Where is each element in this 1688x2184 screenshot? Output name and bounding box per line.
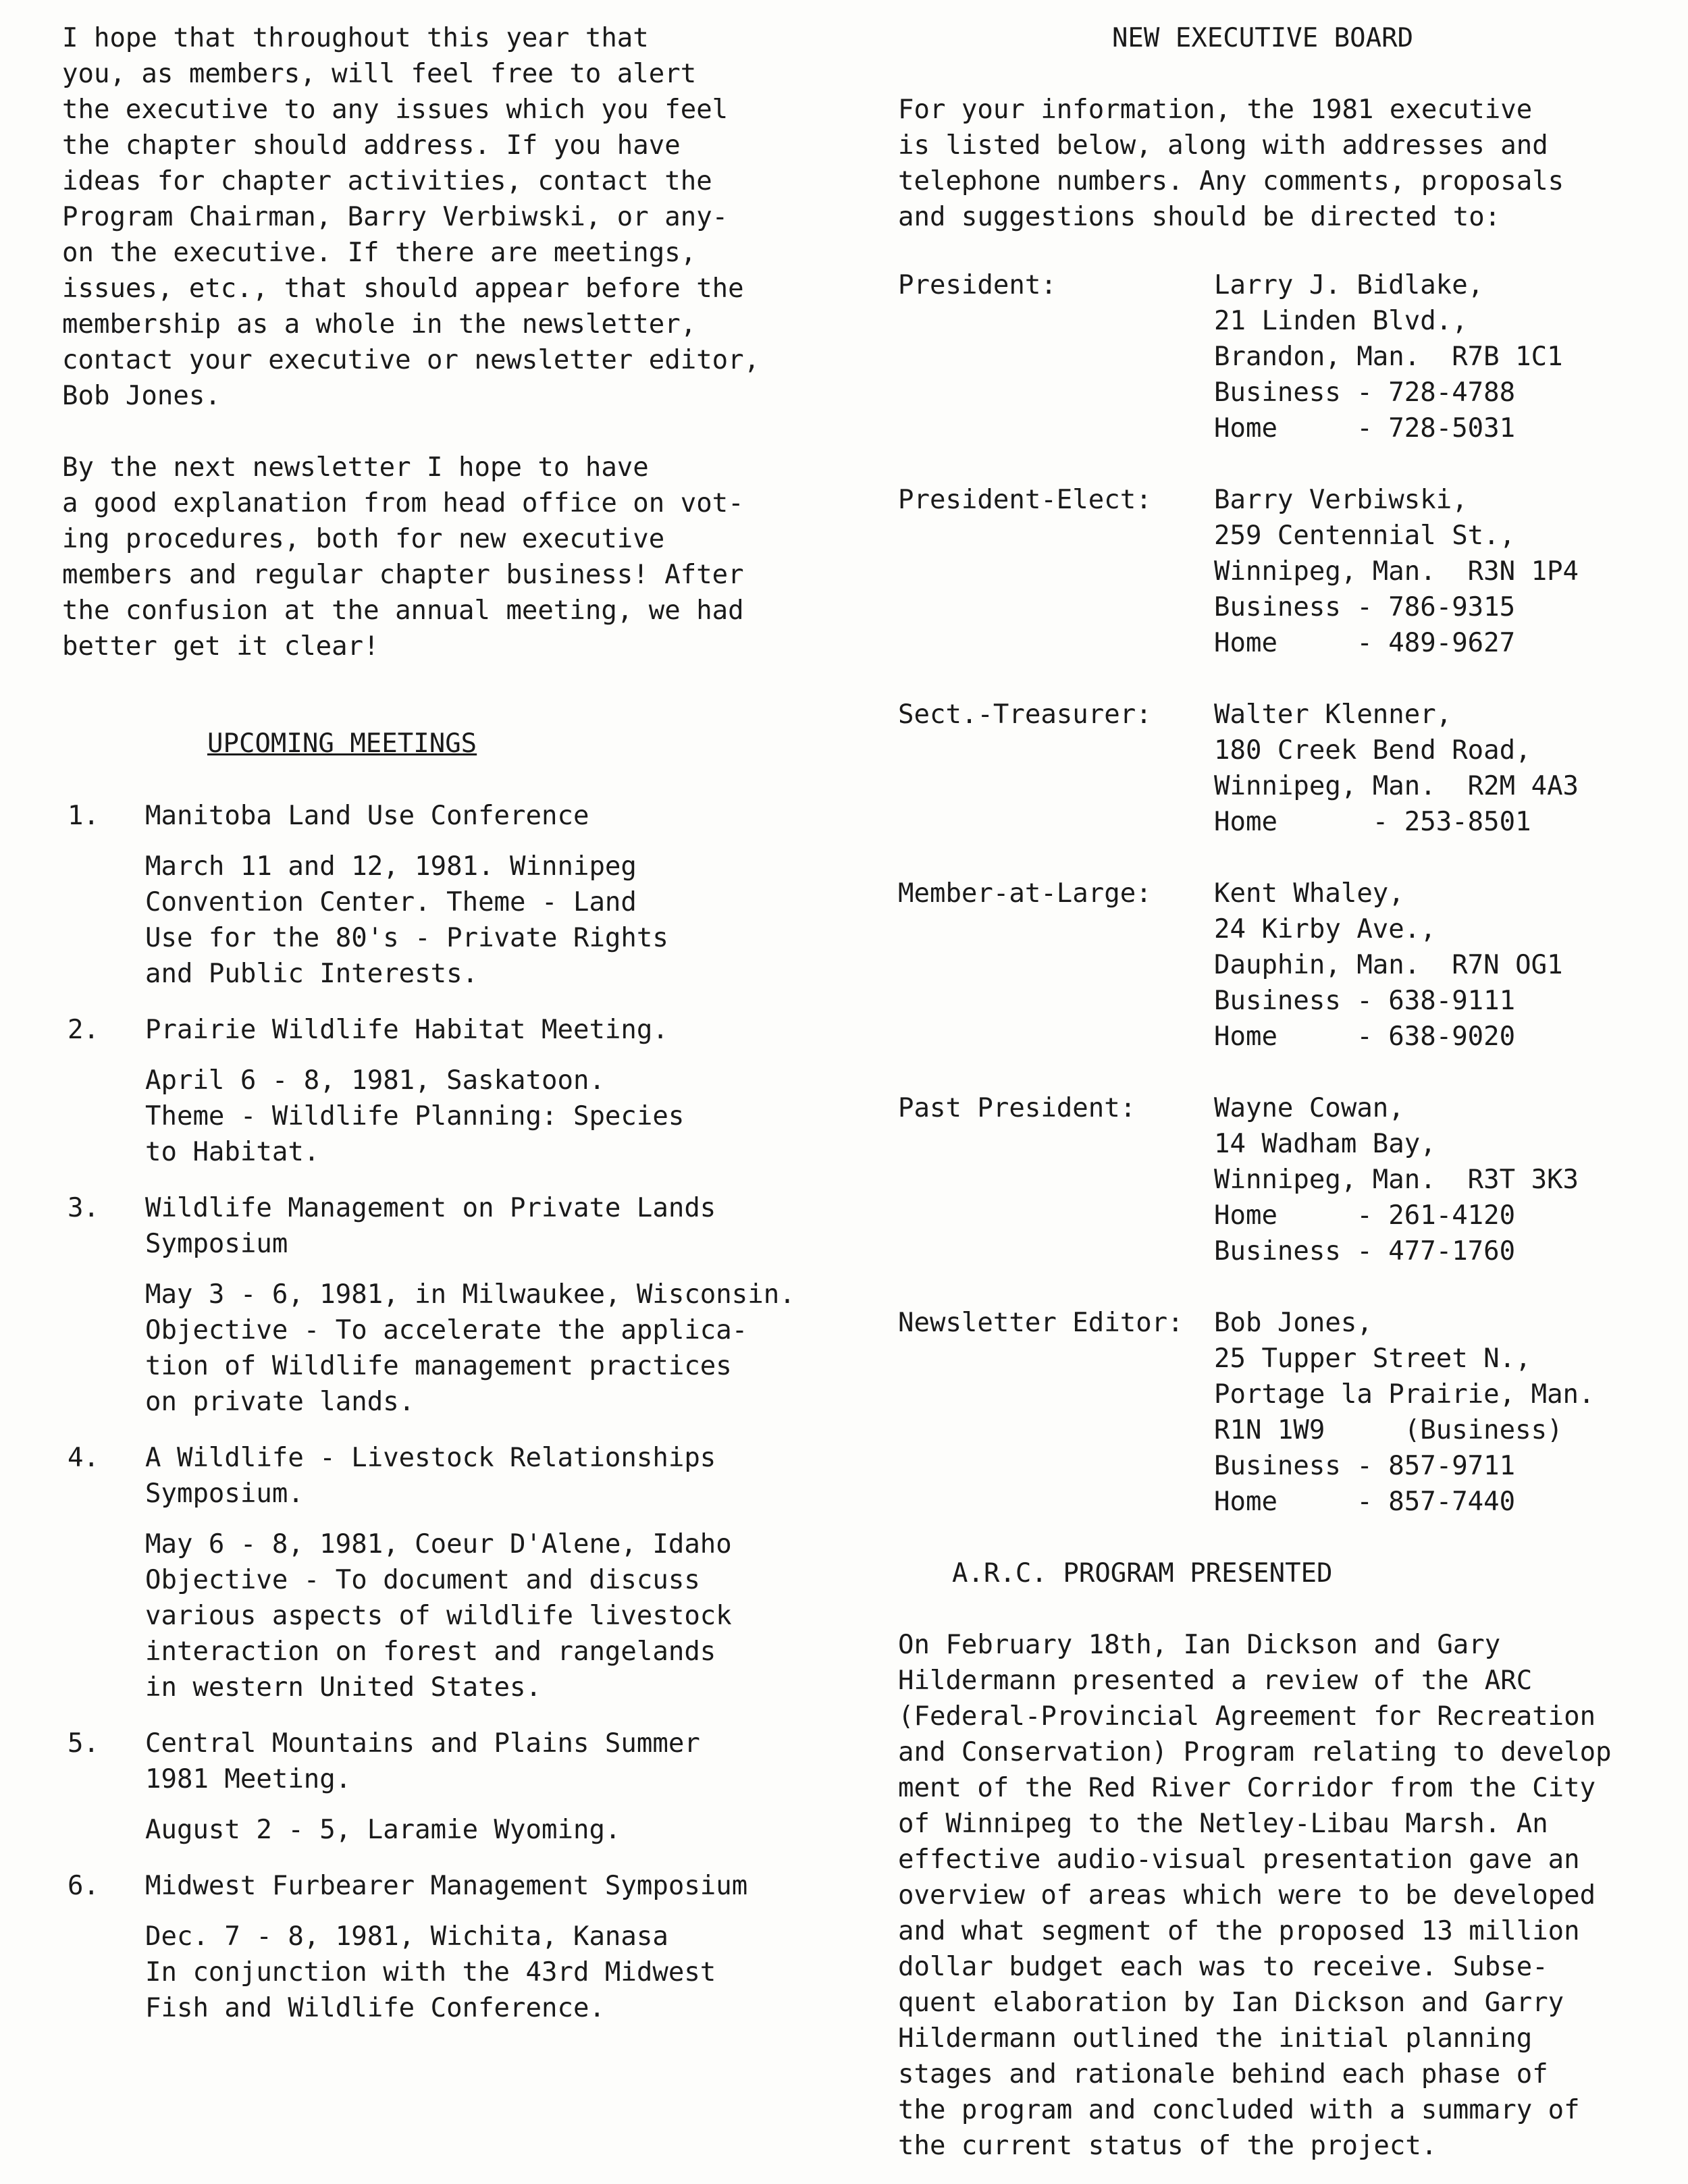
intro-paragraph: I hope that throughout this year that you, as members, will feel free to alert the executive to any issues which you feel the chapter should address. If you have ideas for chapter activities, contact the Program Chairman, Barry Verbiwski, or any- on the executive. If there are meetings, issues, etc., that should appear before the membership as a whole in the newsletter, contact your executive or newsletter editor, Bob Jones. [62, 23, 760, 411]
arc-heading: A.R.C. PROGRAM PRESENTED [952, 1558, 1333, 1589]
executive-entry [898, 1090, 1654, 1269]
voting-paragraph: By the next newsletter I hope to have a good explanation from head office on vot- ing procedures, both for new executive members and regular chapter business! After the confusion at the annual meeting, we had better get it clear! [62, 452, 744, 662]
meeting-number: 5. [68, 1728, 99, 1759]
upcoming-meetings-heading: UPCOMING MEETINGS [207, 728, 477, 759]
meeting-details: May 6 - 8, 1981, Coeur D'Alene, Idaho Objective - To document and discuss various aspects of wildlife livestock interaction on forest and rangelands in western United States. [145, 1529, 732, 1703]
meetings-list [68, 798, 895, 2046]
arc-body: On February 18th, Ian Dickson and Gary Hildermann presented a review of the ARC (Federal-Provincial Agreement for Recreation and Conservation) Program relating to develop ment of the Red River Corridor from the City of Winnipeg to the Netley-Libau Marsh. An effective audio-visual presentation gave an overview of areas which were to be developed and what segment of the proposed 13 million dollar budget each was to receive. Subse- quent elaboration by Ian Dickson and Garry Hildermann outlined the initial planning stages and rationale behind each phase of the program and concluded with a summary of the current status of the project. [898, 1630, 1612, 2161]
meeting-title: Midwest Furbearer Management Symposium [145, 1871, 748, 1901]
meeting-title: Wildlife Management on Private Lands Symposium [145, 1193, 716, 1259]
board-intro: For your information, the 1981 executive is listed below, along with addresses and telephone numbers. Any comments, proposals and suggestions should be directed to: [898, 95, 1564, 232]
meeting-details: April 6 - 8, 1981, Saskatoon. Theme - Wildlife Planning: Species to Habitat. [145, 1065, 685, 1167]
meeting-title: Central Mountains and Plains Summer 1981 Meeting. [145, 1728, 700, 1794]
meeting-number: 6. [68, 1871, 99, 1901]
executive-entry [898, 697, 1654, 840]
meeting-item [68, 1868, 895, 2026]
meeting-details: March 11 and 12, 1981. Winnipeg Convention Center. Theme - Land Use for the 80's - Private Rights and Public Interests. [145, 851, 668, 989]
meeting-number: 1. [68, 801, 99, 831]
meeting-number: 4. [68, 1443, 99, 1473]
meeting-number: 2. [68, 1015, 99, 1045]
executive-entry [898, 876, 1654, 1055]
executive-entry [898, 267, 1654, 446]
executive-contact: Walter Klenner, 180 Creek Bend Road, Winnipeg, Man. R2M 4A3 Home - 253-8501 [1214, 699, 1579, 837]
executive-entry [898, 1305, 1654, 1520]
meeting-item [68, 1012, 895, 1170]
meeting-title: Prairie Wildlife Habitat Meeting. [145, 1015, 668, 1045]
executive-role: Member-at-Large: [898, 878, 1152, 909]
executive-roster [898, 267, 1654, 1520]
executive-contact: Bob Jones, 25 Tupper Street N., Portage la Prairie, Man. R1N 1W9 (Business) Business - 857-9711 Home - 857-7440 [1214, 1308, 1595, 1517]
executive-contact: Kent Whaley, 24 Kirby Ave., Dauphin, Man. R7N OG1 Business - 638-9111 Home - 638-9020 [1214, 878, 1563, 1052]
executive-role: Sect.-Treasurer: [898, 699, 1152, 730]
executive-role: President: [898, 270, 1057, 300]
executive-contact: Barry Verbiwski, 259 Centennial St., Winnipeg, Man. R3N 1P4 Business - 786-9315 Home - 489-9627 [1214, 485, 1579, 658]
meeting-details: August 2 - 5, Laramie Wyoming. [145, 1815, 621, 1845]
board-heading: NEW EXECUTIVE BOARD [1111, 23, 1414, 53]
meeting-details: May 3 - 6, 1981, in Milwaukee, Wisconsin. Objective - To accelerate the applica- tion of Wildlife management practices on private lands. [145, 1279, 795, 1417]
meetings-heading-wrap [207, 726, 477, 762]
meeting-details: Dec. 7 - 8, 1981, Wichita, Kanasa In conjunction with the 43rd Midwest Fish and Wildlife Conference. [145, 1921, 716, 2023]
meeting-title: A Wildlife - Livestock Relationships Symposium. [145, 1443, 716, 1509]
executive-entry [898, 482, 1654, 661]
meeting-title: Manitoba Land Use Conference [145, 801, 589, 831]
meeting-item [68, 1726, 895, 1848]
meeting-item [68, 798, 895, 992]
executive-contact: Wayne Cowan, 14 Wadham Bay, Winnipeg, Man. R3T 3K3 Home - 261-4120 Business - 477-1760 [1214, 1093, 1579, 1267]
left-column [62, 20, 893, 664]
meeting-number: 3. [68, 1193, 99, 1223]
executive-role: Past President: [898, 1093, 1136, 1123]
meeting-item [68, 1440, 895, 1705]
right-column [898, 20, 1654, 2164]
executive-role: President-Elect: [898, 485, 1152, 515]
meeting-item [68, 1190, 895, 1420]
executive-contact: Larry J. Bidlake, 21 Linden Blvd., Brandon, Man. R7B 1C1 Business - 728-4788 Home - 728-5031 [1214, 270, 1563, 444]
executive-role: Newsletter Editor: [898, 1308, 1184, 1338]
